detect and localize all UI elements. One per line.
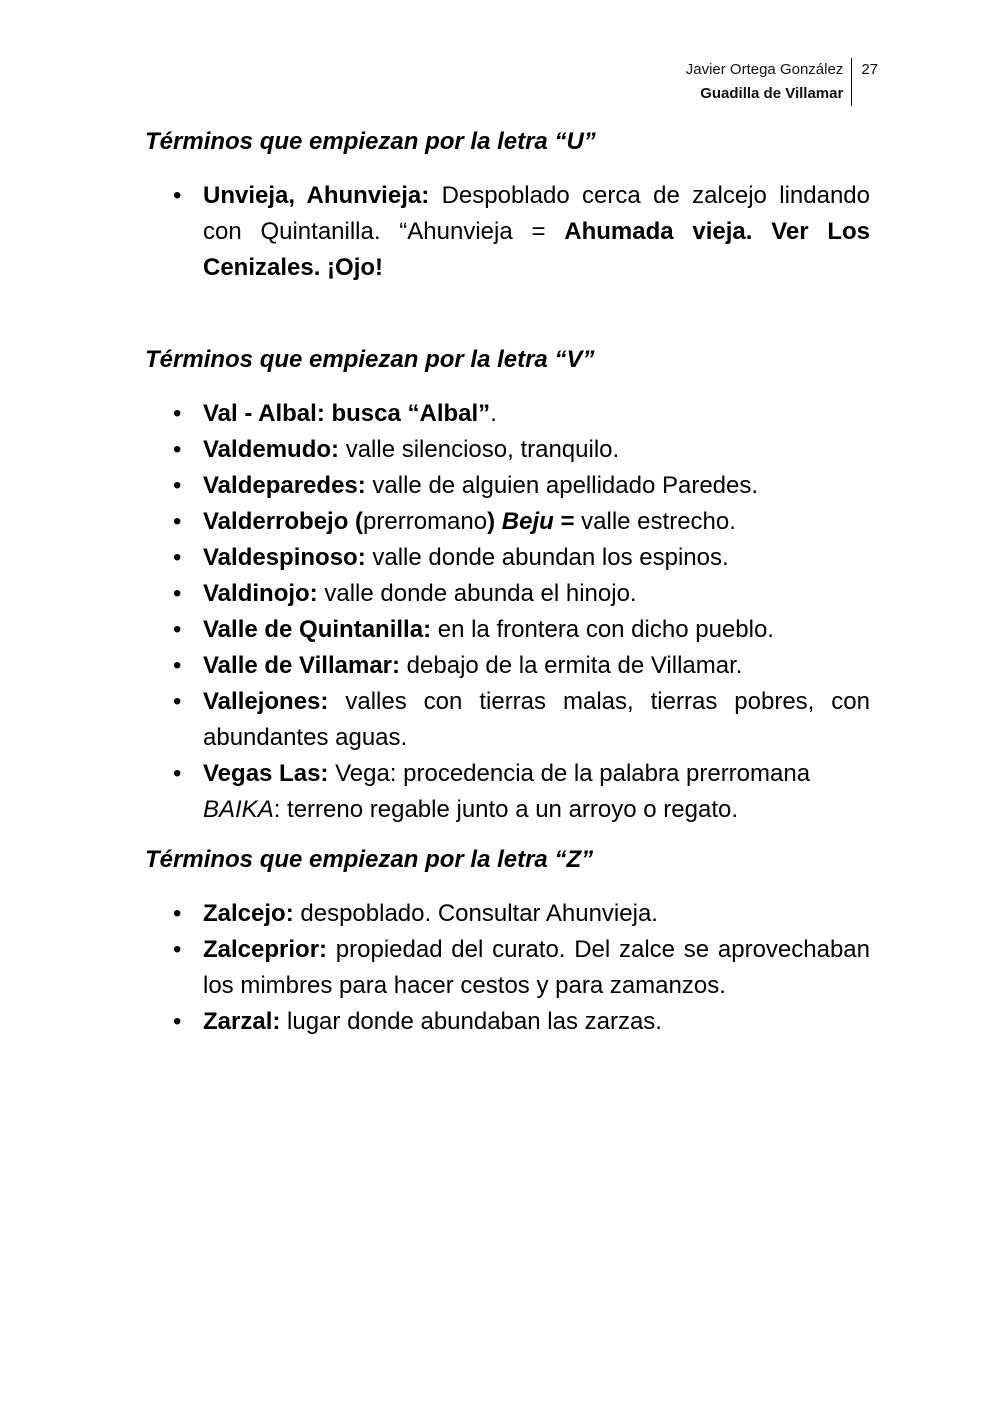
term-equals: = (553, 508, 575, 535)
term-name: Valle de Quintanilla: (203, 616, 432, 643)
term-entry-zarzal (203, 1004, 870, 1040)
term-name: Vallejones: (203, 688, 329, 715)
section-title-u: Términos que empiezan por la letra “U” (145, 128, 596, 155)
term-entry-val (203, 396, 870, 432)
term-name: Vegas Las: (203, 760, 329, 787)
term-definition-cont: : terreno regable junto a un arroyo o regato. (273, 796, 738, 823)
term-entry-unvieja (203, 178, 870, 286)
page-header (686, 58, 878, 106)
term-name: Zalceprior: (203, 936, 328, 963)
term-entry-vegas (203, 756, 870, 828)
term-definition: despoblado. Consultar Ahunvieja. (293, 900, 658, 927)
term-name: Valle de Villamar: (203, 652, 401, 679)
term-definition: debajo de la ermita de Villamar. (400, 652, 743, 679)
header-author: Javier Ortega González (685, 61, 844, 78)
term-name: Valdeparedes: (203, 472, 366, 499)
term-entry-valle-quintanilla (203, 612, 870, 648)
term-entry-valle-villamar (203, 648, 870, 684)
header-text-block (686, 58, 853, 106)
term-definition: en la frontera con dicho pueblo. (431, 616, 774, 643)
term-entry-valdeparedes (203, 468, 870, 504)
header-place: Guadilla de Villamar (700, 85, 844, 102)
term-list-z (145, 896, 870, 1040)
term-list-v (145, 396, 870, 828)
term-name: Valdespinoso: (203, 544, 366, 571)
term-name: Valdemudo: (203, 436, 340, 463)
term-name: Val - Albal: busca “Albal” (203, 400, 491, 427)
term-definition: Vega: procedencia de la palabra prerromana (328, 760, 811, 787)
term-definition: lugar donde abundaban las zarzas. (280, 1008, 662, 1035)
term-definition: valles con tierras malas, tierras pobres, con abundantes aguas. (203, 688, 870, 751)
term-name: Zalcejo: (203, 900, 294, 927)
term-entry-valdinojo (203, 576, 870, 612)
term-root-word: Beju (501, 508, 554, 535)
term-root-word: BAIKA (203, 796, 274, 823)
term-definition: valle donde abunda el hinojo. (317, 580, 637, 607)
term-list-u (145, 178, 870, 286)
term-definition: valle estrecho. (574, 508, 736, 535)
term-name: Valderrobejo ( (203, 508, 364, 535)
term-name: Unvieja, Ahunvieja: (203, 182, 430, 209)
term-name: Valdinojo: (203, 580, 318, 607)
term-definition: . (490, 400, 497, 427)
term-definition-bold: Ahumada vieja. Ver Los Cenizales. ¡Ojo! (203, 218, 871, 281)
page-content (145, 124, 870, 1040)
term-note: prerromano (363, 508, 488, 535)
term-definition: Despoblado cerca de zalcejo lindando con Quintanilla. “Ahunvieja = (203, 182, 870, 245)
term-definition: propiedad del curato. Del zalce se aprovechaban los mimbres para hacer cestos y para zamanzos. (203, 936, 870, 999)
term-entry-zalcejo (203, 896, 870, 932)
term-entry-valdemudo (203, 432, 870, 468)
term-definition: valle de alguien apellidado Paredes. (365, 472, 759, 499)
term-name: Zarzal: (203, 1008, 281, 1035)
term-entry-zalceprior (203, 932, 870, 1004)
term-definition: valle silencioso, tranquilo. (339, 436, 620, 463)
term-entry-vallejones (203, 684, 870, 756)
term-entry-valderrobejo (203, 504, 870, 540)
term-paren-close: ) (487, 508, 502, 535)
section-title-v: Términos que empiezan por la letra “V” (145, 346, 595, 373)
page-number: 27 (861, 61, 878, 78)
section-title-z: Términos que empiezan por la letra “Z” (145, 846, 594, 873)
term-definition: valle donde abundan los espinos. (365, 544, 729, 571)
term-entry-valdespinoso (203, 540, 870, 576)
